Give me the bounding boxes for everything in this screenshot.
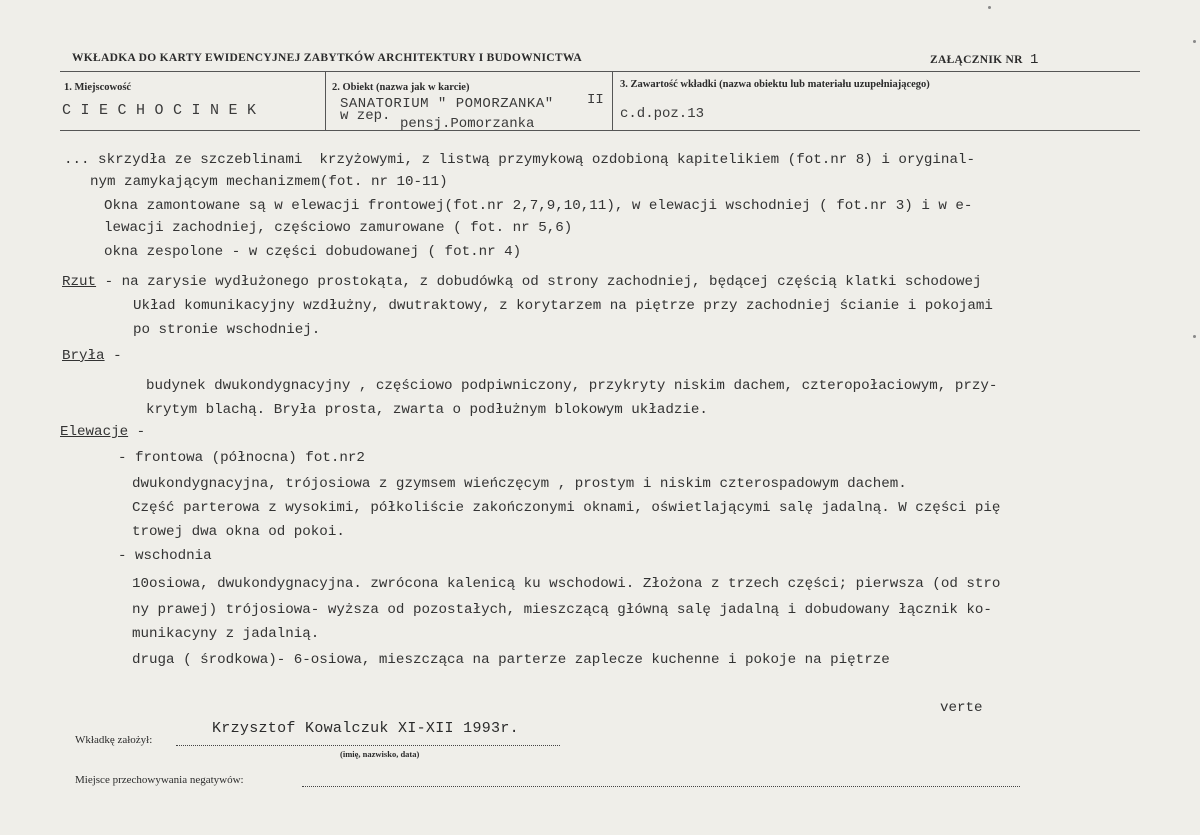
card-title: WKŁADKA DO KARTY EWIDENCYJNEJ ZABYTKÓW ARCHITEKTURY I BUDOWNICTWA <box>72 52 582 64</box>
section-heading-bryla: Bryła <box>62 348 105 364</box>
annex-label-text: ZAŁĄCZNIK NR <box>930 54 1023 66</box>
body-line-8: po stronie wschodniej. <box>133 322 321 338</box>
elewacje-dash: - <box>128 424 146 440</box>
section-heading-elewacje: Elewacje <box>60 424 129 440</box>
body-line-5: okna zespolone - w części dobudowanej ( fot.nr 4) <box>104 244 522 260</box>
body-line-12: dwukondygnacyjna, trójosiowa z gzymsem wieńczęcym , prostym i niskim czterospadowym dachem. <box>132 476 907 492</box>
negatives-dotted-line <box>302 786 1020 787</box>
negatives-label: Miejsce przechowywania negatywów: <box>75 774 244 786</box>
body-line-16: 10osiowa, dwukondygnacyjna. zwrócona kalenicą ku wschodowi. Złożona z trzech części; pierwsza (od stro <box>132 576 1001 592</box>
object-value-roman: II <box>587 92 604 108</box>
place-label: 1. Miejscowość <box>64 82 132 93</box>
body-line-3: Okna zamontowane są w elewacji frontowej(fot.nr 2,7,9,10,11), w elewacji wschodniej ( fot.nr 3) i w e- <box>104 198 973 214</box>
content-value: c.d.poz.13 <box>620 106 705 122</box>
body-line-13: Część parterowa z wysokimi, półkoliście zakończonymi oknami, oświetlającymi salę jadalną. W części pię <box>132 500 1001 516</box>
section-bryla-line <box>62 348 122 364</box>
paper-speck <box>1193 335 1196 338</box>
founder-dotted-line <box>176 745 560 746</box>
body-line-18: munikacyny z jadalnią. <box>132 626 320 642</box>
section-heading-rzut: Rzut <box>62 274 97 290</box>
body-line-15: - wschodnia <box>118 548 212 564</box>
founder-label: Wkładkę założył: <box>75 734 153 746</box>
object-value-prefix: w zep. <box>340 108 391 124</box>
object-value-second: pensj.Pomorzanka <box>400 116 535 132</box>
content-label: 3. Zawartość wkładki (nazwa obiektu lub materiału uzupełniającego) <box>620 79 930 90</box>
founder-value: Krzysztof Kowalczuk XI-XII 1993r. <box>212 720 519 737</box>
section-elewacje-line <box>60 424 145 440</box>
object-value-main: SANATORIUM " POMORZANKA" <box>340 96 554 112</box>
body-line-17: ny prawej) trójosiowa- wyższa od pozostałych, mieszczącą główną salę jadalną i dobudowany łącznik ko- <box>132 602 992 618</box>
paper-speck <box>1193 40 1196 43</box>
verte-note: verte <box>940 700 983 716</box>
body-line-2: nym zamykającym mechanizmem(fot. nr 10-11) <box>90 174 448 190</box>
founder-hint: (imię, nazwisko, data) <box>340 749 420 759</box>
body-line-7: Układ komunikacyjny wzdłużny, dwutraktowy, z korytarzem na piętrze przy zachodniej ścianie i pokojami <box>133 298 993 314</box>
header-rule-top <box>60 71 1140 72</box>
object-label: 2. Obiekt (nazwa jak w karcie) <box>332 82 470 93</box>
section-rzut-line <box>62 274 982 290</box>
bryla-dash: - <box>104 348 122 364</box>
header-divider-2 <box>612 71 613 131</box>
body-line-19: druga ( środkowa)- 6-osiowa, mieszcząca na parterze zaplecze kuchenne i pokoje na piętrze <box>132 652 890 668</box>
body-line-9: budynek dwukondygnacyjny , częściowo podpiwniczony, przykryty niskim dachem, czteropołaciowym, przy- <box>146 378 998 394</box>
header-divider-1 <box>325 71 326 131</box>
rzut-text: - na zarysie wydłużonego prostokąta, z dobudówką od strony zachodniej, będącej częścią klatki schodowej <box>96 274 982 290</box>
body-line-4: lewacji zachodniej, częściowo zamurowane ( fot. nr 5,6) <box>104 220 573 236</box>
body-line-1: ... skrzydła ze szczeblinami krzyżowymi, z listwą przymykową ozdobioną kapitelikiem (fot.nr 8) i oryginal- <box>64 152 975 168</box>
place-value: CIECHOCINEK <box>62 102 266 119</box>
annex-number: 1 <box>1029 52 1039 68</box>
body-line-10: krytym blachą. Bryła prosta, zwarta o podłużnym blokowym układzie. <box>146 402 708 418</box>
header-rule-bottom <box>60 130 1140 131</box>
body-line-11: - frontowa (północna) fot.nr2 <box>118 450 365 466</box>
paper-speck <box>988 6 991 9</box>
body-line-14: trowej dwa okna od pokoi. <box>132 524 345 540</box>
annex-label <box>930 52 1039 68</box>
